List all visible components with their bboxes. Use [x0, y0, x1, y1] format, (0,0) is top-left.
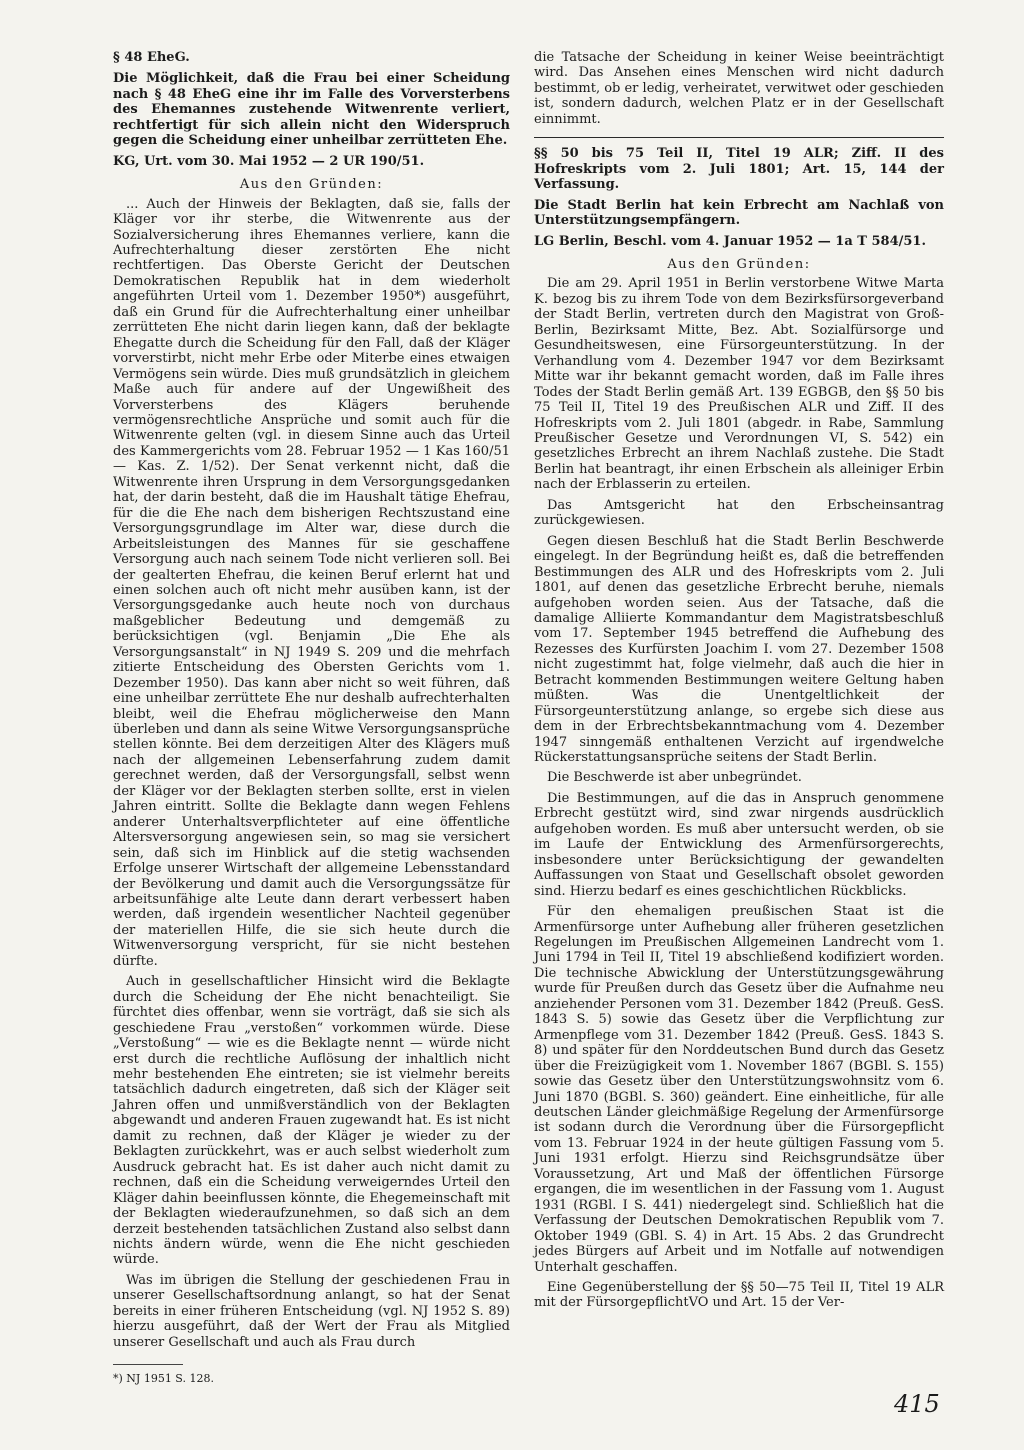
section-heading: § 48 EheG. — [113, 50, 190, 65]
body-paragraph: Was im übrigen die Stellung der geschiedenen Frau in unserer Gesellschaftsordnung anlangt, so hat der Senat bereits in einer früheren Entscheidung (vgl. NJ 1952 S. 89) hierzu ausgeführt, daß der Wert der Frau als Mitglied unserer Gesellschaft und auch als Frau durch — [113, 1272, 510, 1350]
body-paragraph: Auch in gesellschaftlicher Hinsicht wird die Beklagte durch die Scheidung der Ehe nicht benachteiligt. Sie fürchtet dies offenbar, wenn sie vorträgt, daß sie sich als geschiedene Frau „verstoßen“ vorkommen würde. Diese „Verstoßung“ — wie es die Beklagte nennt — würde nicht erst durch die rechtliche Auflösung der inhaltlich nicht mehr bestehenden Ehe eintreten; sie ist vielmehr bereits tatsächlich dadurch eingetreten, daß sich der Kläger seit Jahren offen und unmißverständlich von der Beklagten abgewandt und anderen Frauen zugewandt hat. Es ist nicht damit zu rechnen, daß der Kläger je wieder zu der Beklagten zurückkehrt, was er auch selbst wiederholt zum Ausdruck gebracht hat. Es ist daher auch nicht damit zu rechnen, daß ein die Scheidung verweigerndes Urteil den Kläger dahin beeinflussen könnte, die Ehegemeinschaft mit der Beklagten wiederaufzunehmen, so daß sich an dem derzeit bestehenden tatsächlichen Zustand also selbst dann nichts ändern würde, wenn die Ehe nicht geschieden würde. — [113, 974, 510, 1268]
body-paragraph: Das Amtsgericht hat den Erbscheinsantrag zurückgewiesen. — [534, 497, 944, 529]
footnote: *) NJ 1951 S. 128. — [113, 1372, 214, 1386]
headnote: Die Stadt Berlin hat kein Erbrecht am Nachlaß von Unterstützungsempfängern. — [534, 197, 944, 229]
court-citation: LG Berlin, Beschl. vom 4. Januar 1952 — 1a T 584/51. — [534, 233, 926, 249]
court-citation: KG, Urt. vom 30. Mai 1952 — 2 UR 190/51. — [113, 153, 425, 169]
page-number: 415 — [894, 1390, 940, 1418]
body-paragraph: Die Beschwerde ist aber unbegründet. — [547, 770, 802, 786]
body-paragraph: Eine Gegenüberstellung der §§ 50—75 Teil II, Titel 19 ALR mit der FürsorgepflichtVO und Art. 15 der Ver- — [534, 1279, 944, 1311]
body-paragraph: ... Auch der Hinweis der Beklagten, daß sie, falls der Kläger vor ihr sterbe, die Witwenrente aus der Sozialversicherung ihres Ehemannes verliere, kann die Aufrechterhaltung dieser zerstörten Ehe nicht rechtfertigen. Das Oberste Gericht der Deutschen Demokratischen Republik hat in dem wiederholt angeführten Urteil vom 1. Dezember 1950*) ausgeführt, daß ein Grund für die Aufrechterhaltung einer unheilbar zerrütteten Ehe nicht darin liegen kann, daß der beklagte Ehegatte durch die Scheidung für den Fall, daß der Kläger vorverstirbt, nicht mehr Erbe oder Miterbe eines etwaigen Vermögens sein würde. Dies muß grundsätzlich in gleichem Maße auch für andere auf der Ungewißheit des Vorversterbens des Klägers beruhende vermögensrechtliche Ansprüche und somit auch für die Witwenrente gelten (vgl. in diesem Sinne auch das Urteil des Kammergerichts vom 28. Februar 1952 — 1 Kas 160/51 — Kas. Z. 1/52). Der Senat verkennt nicht, daß die Witwenrente ihren Ursprung in dem Versorgungsgedanken hat, der darin besteht, daß die im Haushalt tätige Ehefrau, für die die Ehe nach dem bisherigen Rechtszustand eine Versorgungsgrundlage im Alter war, diese durch die Arbeitsleistungen des Mannes für sie geschaffene Versorgung auch nach seinem Tode nicht verlieren soll. Bei der gealterten Ehefrau, die keinen Beruf erlernt hat und einen solchen auch oft nicht mehr ausüben kann, ist der Versorgungsgedanke auch heute noch von durchaus maßgeblicher Bedeutung und demgemäß zu berücksichtigen (vgl. Benjamin „Die Ehe als Versorgungsanstalt“ in NJ 1949 S. 209 und die mehrfach zitierte Entscheidung des Obersten Gerichts vom 1. Dezember 1950). Das kann aber nicht so weit führen, daß eine unheilbar zerrüttete Ehe nur deshalb aufrechterhalten bleibt, weil die Ehefrau möglicherweise den Mann überleben und dann als seine Witwe Versorgungsansprüche stellen könnte. Bei dem derzeitigen Alter des Klägers muß nach der allgemeinen Lebenserfahrung zudem damit gerechnet werden, daß der Versorgungsfall, selbst wenn der Kläger vor der Beklagten sterben sollte, erst in vielen Jahren eintritt. Sollte die Beklagte dann wegen Fehlens anderer Unterhaltsverpflichteter auf eine öffentliche Altersversorgung angewiesen sein, so mag sie versichert sein, daß sich im Hinblick auf die stetig wachsenden Erfolge unserer Wirtschaft der allgemeine Lebensstandard der Bevölkerung und damit auch die Versorgungssätze für arbeitsunfähige alte Leute dann derart verbessert haben werden, daß irgendein wesentlicher Nachteil gegenüber der materiellen Hilfe, die sie sich heute durch die Witwenversorgung verspricht, für sie nicht bestehen dürfte. — [113, 196, 510, 969]
body-paragraph: Gegen diesen Beschluß hat die Stadt Berlin Beschwerde eingelegt. In der Begründung heißt es, daß die betreffenden Bestimmungen des ALR und des Hofreskripts vom 2. Juli 1801, auf denen das gesetzliche Erbrecht beruhe, niemals aufgehoben worden seien. Aus der Tatsache, daß die damalige Alliierte Kommandantur dem Magistratsbeschluß vom 17. September 1945 betreffend die Aufhebung des Rezesses des Kurfürsten Joachim I. vom 27. Dezember 1508 nicht zugestimmt hat, folge vielmehr, daß auch die hier in Betracht kommenden Bestimmungen weitere Geltung haben müßten. Was die Unentgeltlichkeit der Fürsorgeunterstützung anlange, so ergebe sich diese aus dem in der Erbrechtsbekanntmachung vom 4. Dezember 1947 sinngemäß enthaltenen Verzicht auf irgendwelche Rückerstattungsansprüche seitens der Stadt Berlin. — [534, 533, 944, 766]
body-paragraph: Die am 29. April 1951 in Berlin verstorbene Witwe Marta K. bezog bis zu ihrem Tode von dem Bezirksfürsorgeverband der Stadt Berlin, vertreten durch den Magistrat von Groß-Berlin, Bezirksamt Mitte, Bez. Abt. Sozialfürsorge und Gesundheitswesen, eine Fürsorgeunterstützung. In der Verhandlung vom 4. Dezember 1947 vor dem Bezirksamt Mitte war ihr bekannt gemacht worden, daß im Falle ihres Todes der Stadt Berlin gemäß Art. 139 EGBGB, den §§ 50 bis 75 Teil II, Titel 19 des Preußischen ALR und Ziff. II des Hofreskripts vom 2. Juli 1801 (abgedr. in Rabe, Sammlung Preußischer Gesetze und Verordnungen VI, S. 542) ein gesetzliches Erbrecht an ihrem Nachlaß zustehe. Die Stadt Berlin hat beantragt, ihr einen Erbschein als alleiniger Erbin nach der Erblasserin zu erteilen. — [534, 276, 944, 493]
section-divider — [534, 137, 944, 138]
reasons-caption: Aus den Gründen: — [667, 256, 811, 272]
reasons-caption: Aus den Gründen: — [239, 177, 384, 193]
right-column — [534, 50, 944, 1311]
footnote-divider — [113, 1364, 183, 1365]
headnote: Die Möglichkeit, daß die Frau bei einer Scheidung nach § 48 EheG eine ihr im Falle des Vorversterbens des Ehemannes zustehende Witwenrente verliert, rechtfertigt für sich allein nicht den Widerspruch gegen die Scheidung einer unheilbar zerrütteten Ehe. — [113, 71, 510, 149]
body-paragraph: Für den ehemaligen preußischen Staat ist die Armenfürsorge unter Aufhebung aller früheren gesetzlichen Regelungen im Preußischen Allgemeinen Landrecht vom 1. Juni 1794 in Teil II, Titel 19 abschließend kodifiziert worden. Die technische Abwicklung der Unterstützungsgewährung wurde für Preußen durch das Gesetz über die Aufnahme neu anziehender Personen vom 31. Dezember 1842 (Preuß. GesS. 1843 S. 5) sowie das Gesetz über die Verpflichtung zur Armenpflege vom 31. Dezember 1842 (Preuß. GesS. 1843 S. 8) und später für den Norddeutschen Bund durch das Gesetz über die Freizügigkeit vom 1. November 1867 (BGBl. S. 155) sowie das Gesetz über den Unterstützungswohnsitz vom 6. Juni 1870 (BGBl. S. 360) geändert. Eine einheitliche, für alle deutschen Länder gleichmäßige Regelung der Armenfürsorge ist sodann durch die Verordnung über die Fürsorgepflicht vom 13. Februar 1924 in der heute gültigen Fassung vom 5. Juni 1931 erfolgt. Hierzu sind Reichsgrundsätze über Voraussetzung, Art und Maß der öffentlichen Fürsorge ergangen, die im wesentlichen in der Fassung vom 1. August 1931 (RGBl. I S. 441) niedergelegt sind. Schließlich hat die Verfassung der Deutschen Demokratischen Republik vom 7. Oktober 1949 (GBl. S. 4) in Art. 15 Abs. 2 das Grundrecht jedes Bürgers auf Arbeit und im Notfalle auf notwendigen Unterhalt geschaffen. — [534, 904, 944, 1275]
body-paragraph: Die Bestimmungen, auf die das in Anspruch genommene Erbrecht gestützt wird, sind zwar nirgends ausdrücklich aufgehoben worden. Es muß aber untersucht werden, ob sie im Laufe der Entwicklung des Armenfürsorgerechts, insbesondere unter Berücksichtigung der gewandelten Auffassungen von Staat und Gesellschaft obsolet geworden sind. Hierzu bedarf es eines geschichtlichen Rückblicks. — [534, 790, 944, 899]
section-heading: §§ 50 bis 75 Teil II, Titel 19 ALR; Ziff. II des Hofreskripts vom 2. Juli 1801; Art. 15, 144 der Verfassung. — [534, 146, 944, 193]
body-paragraph: die Tatsache der Scheidung in keiner Weise beeinträchtigt wird. Das Ansehen eines Menschen wird nicht dadurch bestimmt, ob er ledig, verheiratet, verwitwet oder geschieden ist, sondern dadurch, welchen Platz er in der Gesellschaft einnimmt. — [534, 50, 945, 127]
left-column — [113, 50, 510, 1387]
